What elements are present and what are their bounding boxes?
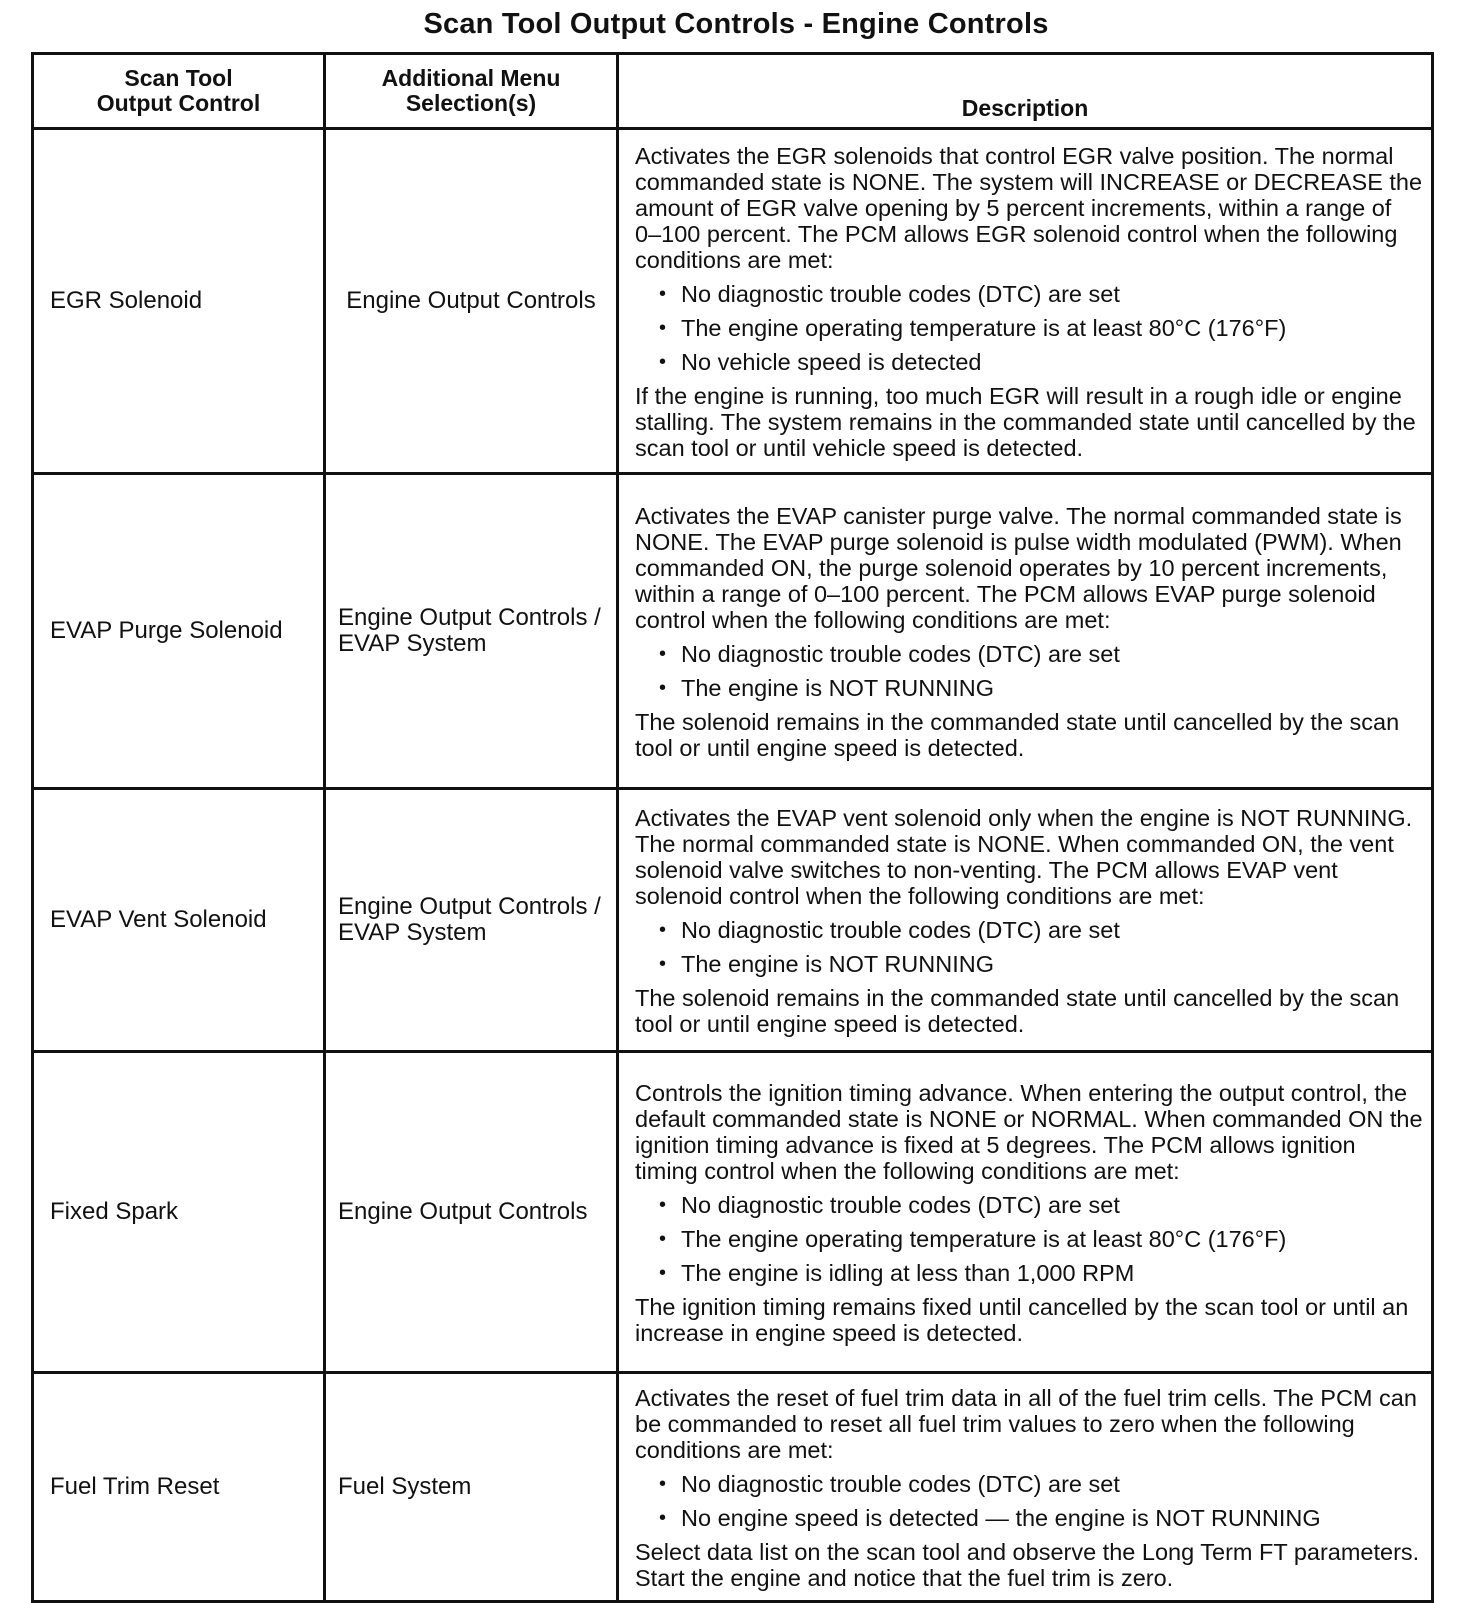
description-outro: Select data list on the scan tool and observe the Long Term FT parameters. Start the engine and notice that the fuel trim is zero.	[635, 1539, 1420, 1591]
output-controls-table	[31, 52, 1434, 1603]
description-outro: The solenoid remains in the commanded state until cancelled by the scan tool or until engine speed is detected.	[635, 709, 1400, 761]
condition-item	[635, 947, 1423, 981]
bullet-icon: •	[659, 919, 667, 941]
header-col3: Description	[961, 95, 1089, 121]
condition-item	[635, 345, 1423, 379]
description-cell	[618, 789, 1433, 1052]
output-control-name: EVAP Purge Solenoid	[33, 474, 325, 789]
description-cell	[618, 474, 1433, 789]
condition-list	[635, 277, 1423, 379]
condition-item	[635, 1188, 1423, 1222]
description-intro: Activates the EVAP canister purge valve. The normal commanded state is NONE. The EVAP purge solenoid is pulse width modulated (PWM). When commanded ON, the purge solenoid operates by 10 percent increments, within a range of 0–100 percent. The PCM allows EVAP purge solenoid control when the following conditions are met:	[635, 503, 1402, 633]
description-outro: The ignition timing remains fixed until cancelled by the scan tool or until an increase in engine speed is detected.	[635, 1294, 1409, 1346]
description-intro: Activates the reset of fuel trim data in all of the fuel trim cells. The PCM can be commanded to reset all fuel trim values to zero when the following conditions are met:	[635, 1385, 1417, 1463]
table-row	[33, 129, 1433, 474]
header-description	[618, 54, 1433, 129]
condition-text: The engine is NOT RUNNING	[681, 675, 994, 701]
condition-list	[635, 913, 1423, 981]
bullet-icon: •	[659, 1228, 667, 1250]
header-additional-menu-selections	[325, 54, 618, 129]
bullet-icon: •	[659, 317, 667, 339]
description-outro: If the engine is running, too much EGR will result in a rough idle or engine stalling. The system remains in the commanded state until cancelled by the scan tool or until vehicle speed is detected.	[635, 383, 1416, 461]
bullet-icon: •	[659, 1507, 667, 1529]
bullet-icon: •	[659, 283, 667, 305]
menu-selection: Engine Output Controls / EVAP System	[325, 789, 618, 1052]
condition-text: No diagnostic trouble codes (DTC) are set	[681, 1192, 1120, 1218]
condition-text: The engine is idling at less than 1,000 RPM	[681, 1260, 1135, 1286]
bullet-icon: •	[659, 1473, 667, 1495]
header-col2-line1: Additional Menu	[381, 65, 561, 91]
condition-text: The engine is NOT RUNNING	[681, 951, 994, 977]
condition-list	[635, 637, 1423, 705]
description-intro: Controls the ignition timing advance. When entering the output control, the default commanded state is NONE or NORMAL. When commanded ON the ignition timing advance is fixed at 5 degrees. The PCM allows ignition timing control when the following conditions are met:	[635, 1080, 1423, 1184]
output-control-name: Fuel Trim Reset	[33, 1373, 325, 1602]
output-control-name: EVAP Vent Solenoid	[33, 789, 325, 1052]
condition-text: No diagnostic trouble codes (DTC) are set	[681, 281, 1120, 307]
condition-text: No diagnostic trouble codes (DTC) are set	[681, 917, 1120, 943]
condition-item	[635, 637, 1423, 671]
description-outro: The solenoid remains in the commanded state until cancelled by the scan tool or until engine speed is detected.	[635, 985, 1400, 1037]
table-header-row	[33, 54, 1433, 129]
menu-selection: Engine Output Controls / EVAP System	[325, 474, 618, 789]
condition-item	[635, 1222, 1423, 1256]
description-cell	[618, 129, 1433, 474]
table-row	[33, 1052, 1433, 1373]
condition-item	[635, 311, 1423, 345]
table-row	[33, 474, 1433, 789]
header-col2-line2: Selection(s)	[405, 90, 537, 116]
condition-item	[635, 1256, 1423, 1290]
table-row	[33, 1373, 1433, 1602]
header-scan-tool-output-control	[33, 54, 325, 129]
condition-text: No vehicle speed is detected	[681, 349, 982, 375]
condition-item	[635, 1467, 1423, 1501]
bullet-icon: •	[659, 677, 667, 699]
condition-text: The engine operating temperature is at least 80°C (176°F)	[681, 315, 1287, 341]
menu-selection: Fuel System	[325, 1373, 618, 1602]
description-intro: Activates the EGR solenoids that control EGR valve position. The normal commanded state is NONE. The system will INCREASE or DECREASE the amount of EGR valve opening by 5 percent increments, within a range of 0–100 percent. The PCM allows EGR solenoid control when the following conditions are met:	[635, 143, 1423, 273]
description-cell	[618, 1052, 1433, 1373]
description-intro: Activates the EVAP vent solenoid only when the engine is NOT RUNNING. The normal commanded state is NONE. When commanded ON, the vent solenoid valve switches to non-venting. The PCM allows EVAP vent solenoid control when the following conditions are met:	[635, 805, 1413, 909]
condition-list	[635, 1467, 1423, 1535]
description-cell	[618, 1373, 1433, 1602]
bullet-icon: •	[659, 1262, 667, 1284]
menu-selection: Engine Output Controls	[325, 129, 618, 474]
condition-item	[635, 671, 1423, 705]
table-row	[33, 789, 1433, 1052]
condition-text: The engine operating temperature is at least 80°C (176°F)	[681, 1226, 1287, 1252]
menu-selection: Engine Output Controls	[325, 1052, 618, 1373]
header-col1-line2: Output Control	[96, 90, 261, 116]
condition-list	[635, 1188, 1423, 1290]
condition-item	[635, 277, 1423, 311]
condition-text: No diagnostic trouble codes (DTC) are set	[681, 641, 1120, 667]
output-control-name: Fixed Spark	[33, 1052, 325, 1373]
output-control-name: EGR Solenoid	[33, 129, 325, 474]
condition-text: No engine speed is detected — the engine is NOT RUNNING	[681, 1505, 1321, 1531]
bullet-icon: •	[659, 953, 667, 975]
bullet-icon: •	[659, 643, 667, 665]
condition-text: No diagnostic trouble codes (DTC) are set	[681, 1471, 1120, 1497]
header-col1-line1: Scan Tool	[124, 65, 233, 91]
condition-item	[635, 913, 1423, 947]
page-title: Scan Tool Output Controls - Engine Controls	[423, 8, 1049, 40]
condition-item	[635, 1501, 1423, 1535]
bullet-icon: •	[659, 351, 667, 373]
bullet-icon: •	[659, 1194, 667, 1216]
